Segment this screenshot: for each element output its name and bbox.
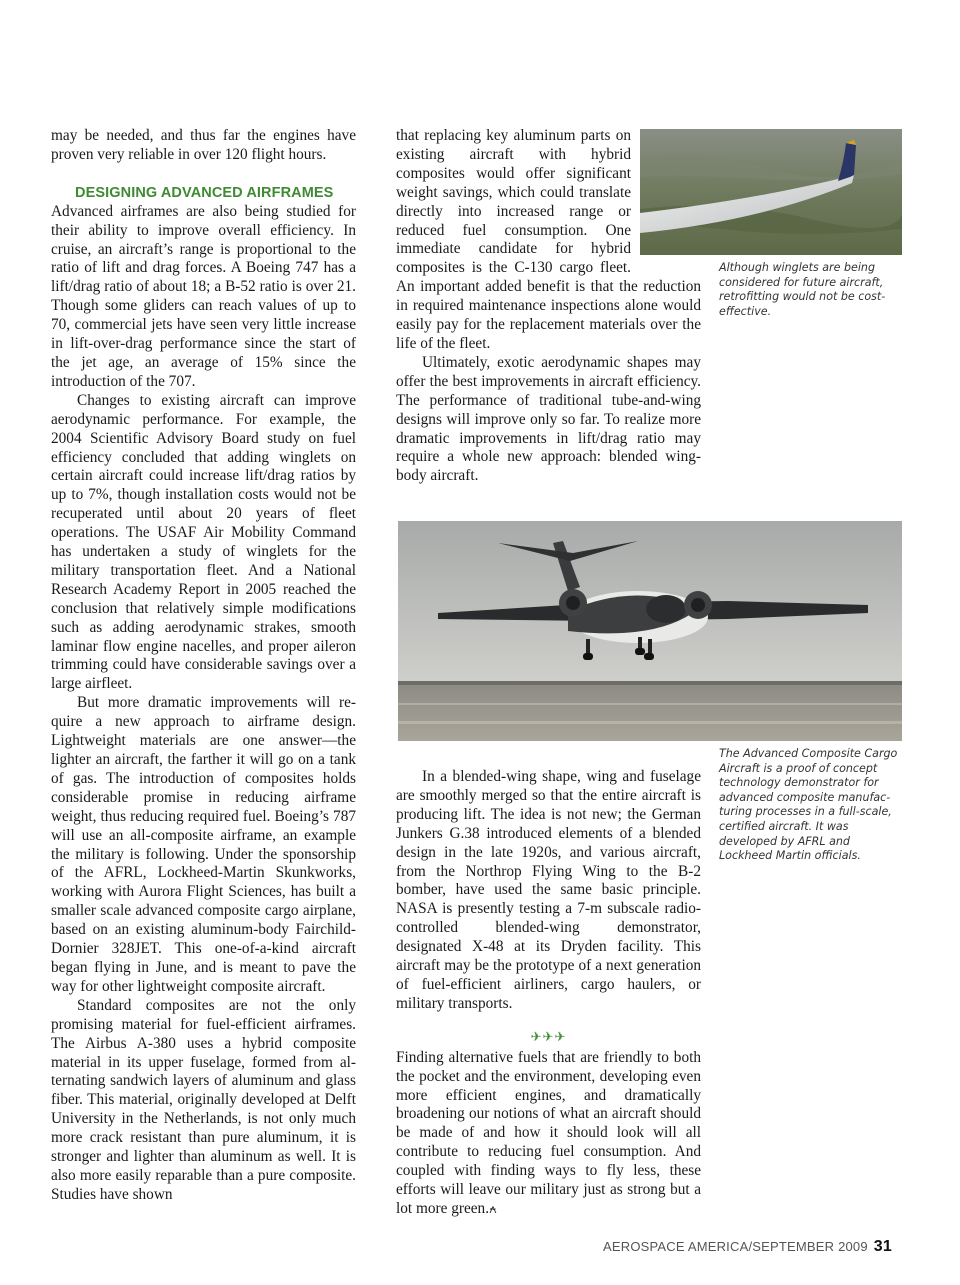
section-heading: DESIGNING ADVANCED AIRFRAMES bbox=[75, 184, 334, 201]
winglet-photo-caption: Although winglets are being considered for future aircraft, retrofitting would not be cost-effective. bbox=[719, 261, 886, 318]
cargo-aircraft-photo-graphic bbox=[398, 521, 902, 741]
paragraph: Ultimately, exotic aerodynamic shapes may offer the best improvements in aircraft efficiency. The performance of traditional tube-and-wing designs will improve only so far. To realize more dramatic improvements in lift/drag ratio may require a whole new approach: blended wing-body aircraft. bbox=[396, 353, 701, 485]
paragraph bbox=[396, 1049, 701, 1220]
page-number: 31 bbox=[873, 1238, 892, 1255]
paragraph: But more dramatic improvements will require a new approach to airframe design. Lightweight materials are one answer—the lighter an aircraft, the farther it will go on a tank of gas. The introduction of composites holds considerable promise in reducing airframe weight, thus reducing required fuel. Boeing’s 787 will use an all-composite airframe, an example the military is following. Under the sponsorship of the AFRL, Lockheed-Martin Skunkworks, working with Aurora Flight Sciences, has built a smaller scale advanced composite cargo airplane, based on an existing aluminum-body Fairchild-Dornier 328JET. This one-of-a-kind aircraft began flying in June, and is meant to pave the way for other lightweight composite aircraft. bbox=[51, 694, 356, 995]
winglet-photo bbox=[640, 129, 902, 255]
end-of-article-icon: ⍲ bbox=[489, 1201, 497, 1217]
paragraph: Changes to existing aircraft can improve aerodynamic performance. For example, the 2004 Scientific Advisory Board study on fuel efficiency concluded that adding winglets on certain aircraft could increase lift/drag ratios by up to 7%, though installation costs would not be recuperated until about 20 years of fleet operations. The USAF Air Mobility Command has undertaken a study of winglets for the military transportation fleet. And a National Research Academy Report in 2005 reached the conclusion that relatively simple modifications such as adding aerodynamic strakes, smooth laminar flow engine nacelles, and proper aileron trimming could have considerable savings over a large airfleet. bbox=[51, 391, 356, 693]
cargo-aircraft-photo bbox=[398, 521, 902, 741]
paragraph: Advanced airframes are also being studied for their ability to improve overall efficiency. In cruise, an aircraft’s range is proportional to the ratio of lift and drag forces. A Boeing 747 has a lift/drag ratio of about 18; a B-52 ratio is over 21. Though some gliders can reach values of up to 70, commercial jets have seen very little increase in lift-over-drag performance since the start of the jet age, an average of 15% since the introduction of the 707. bbox=[51, 202, 356, 390]
page-footer bbox=[603, 1238, 892, 1256]
article-column-left bbox=[51, 127, 356, 1205]
paragraph: that replacing key aluminum parts on existing aircraft with hybrid composites would offer significant weight savings, which could translate directly into increased range or reduced fuel consumption. One immediate candidate for hybrid composites is the C-130 cargo fleet. An important added benefit is that the reduction in required maintenance inspections alone would easily pay for the replacement materials over the life of the fleet. bbox=[396, 127, 701, 352]
section-separator-icon: ✈✈✈ bbox=[530, 1028, 567, 1044]
article-column-right-bottom bbox=[396, 768, 701, 1220]
paragraph: Standard composites are not the only promising material for fuel-efficient airframes. The Airbus A-380 uses a hybrid composite material in its upper fuselage, formed from alternating sandwich layers of aluminum and glass fiber. This material, originally developed at Delft University in the Netherlands, is not only much more crack resistant than pure aluminum, it is stronger and lighter than aluminum as well. It is also more easily reparable than a pure composite. Studies have shown bbox=[51, 996, 356, 1203]
cargo-aircraft-caption: The Advanced Composite Cargo Aircraft is a proof of concept technology demonstrator for advanced composite manufacturing processes in a full-scale, certified aircraft. It was developed by AFRL and Lockheed Martin officials. bbox=[719, 747, 898, 863]
winglet-photo-graphic bbox=[640, 129, 902, 255]
magazine-issue: AEROSPACE AMERICA/SEPTEMBER 2009 bbox=[602, 1239, 868, 1254]
paragraph: In a blended-wing shape, wing and fuselage are smoothly merged so that the entire aircraft is producing lift. The idea is not new; the German Junkers G.38 introduced elements of a blended design in the late 1920s, and various aircraft, from the Northrop Flying Wing to the B-2 bomber, have used the same basic principle. NASA is presently testing a 7-m subscale radio-controlled blended-wing demonstrator, designated X-48 at its Dryden facility. This aircraft may be the prototype of a next generation of fuel-efficient airliners, cargo haulers, or military transports. bbox=[396, 768, 701, 1012]
paragraph: may be needed, and thus far the engines have proven very reliable in over 120 flight hours. bbox=[51, 127, 356, 163]
paragraph-text: Finding alternative fuels that are friendly to both the pocket and the environment, developing even more efficient engines, and dramatically broadening our notions of what an aircraft should be made of and how it should look will all contribute to reducing fuel consumption. And coupled with finding ways to fly less, these efforts will leave our military just as strong but a lot more green. bbox=[396, 1048, 701, 1217]
